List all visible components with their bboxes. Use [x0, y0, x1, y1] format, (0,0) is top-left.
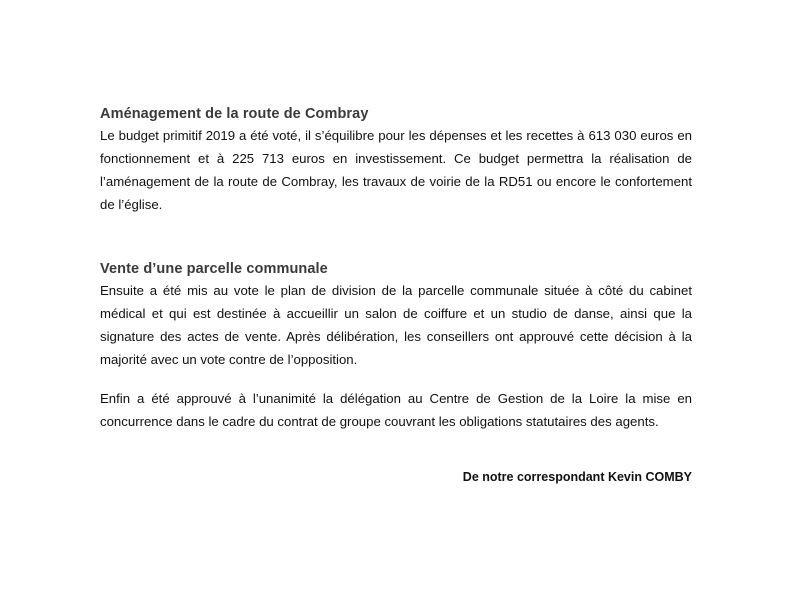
article — [100, 104, 692, 487]
author-signature: De notre correspondant Kevin COMBY — [462, 470, 692, 484]
section-route-combray — [100, 104, 692, 216]
paragraph: Enfin a été approuvé à l’unanimité la délégation au Centre de Gestion de la Loire la mise en concurrence dans le cadre du contrat de groupe couvrant les obligations statutaires des agents. — [100, 391, 692, 429]
section-title: Vente d’une parcelle communale — [100, 261, 328, 277]
paragraph: Le budget primitif 2019 a été voté, il s’équilibre pour les dépenses et les recettes à 613 030 euros en fonctionnement et à 225 713 euros en investissement. Ce budget permettra la réalisation de l’aménagement de la route de Combray, les travaux de voirie de la RD51 ou encore le confortement de l’église. — [100, 128, 692, 212]
paragraph: Ensuite a été mis au vote le plan de division de la parcelle communale située à côté du cabinet médical et qui est destinée à accueillir un salon de coiffure et un studio de danse, ainsi que la signature des actes de vente. Après délibération, les conseillers ont approuvé cette décision à la majorité avec un vote contre de l’opposition. — [100, 283, 692, 367]
section-parcelle-communale — [100, 259, 692, 433]
section-title: Aménagement de la route de Combray — [100, 106, 369, 122]
